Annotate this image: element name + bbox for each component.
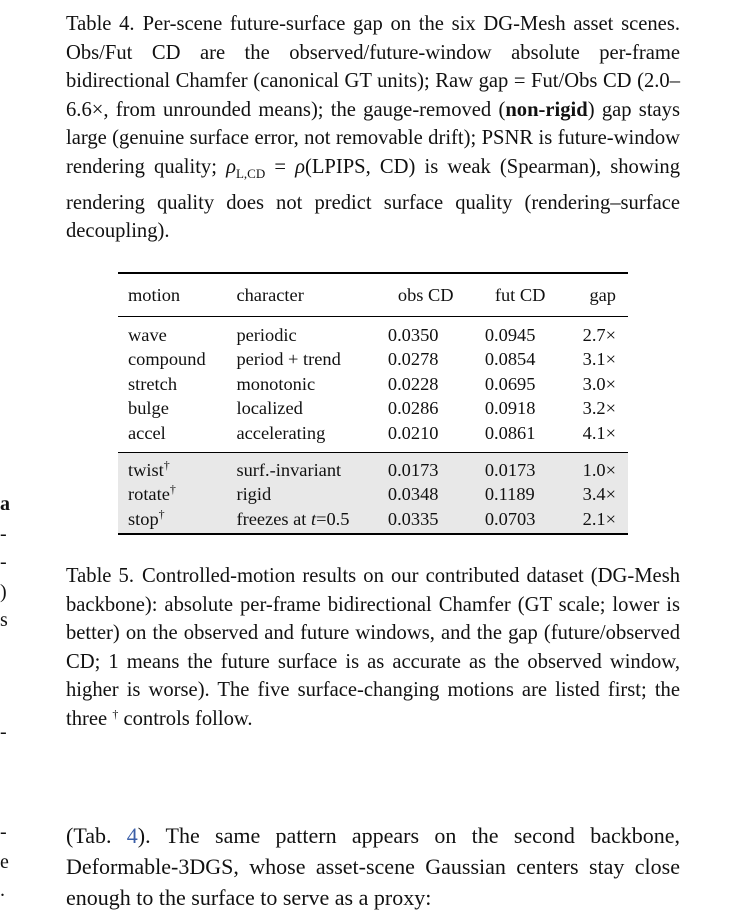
cell-fut-cd: 0.0854 <box>484 349 536 370</box>
caption-text: = <box>265 155 296 178</box>
caption-text: controls follow. <box>118 707 253 730</box>
table-row <box>118 452 628 482</box>
table5-caption <box>66 562 680 734</box>
table4-caption <box>66 10 680 246</box>
caption-label: Table 5. <box>66 565 135 587</box>
control-motion-rows <box>118 452 628 534</box>
left-margin-fragment: e <box>0 851 9 873</box>
cell-fut-cd: 0.0173 <box>473 452 564 482</box>
table-row <box>118 316 628 347</box>
cell-motion <box>118 482 226 507</box>
motion-label: rotate <box>128 484 170 505</box>
cell-motion: wave <box>128 324 167 345</box>
caption-text: (LPIPS, CD) is weak (Spearman), showing rendering quality does not predict surface quality (rendering–surface decoupling). <box>66 155 681 243</box>
cell-obs-cd: 0.0350 <box>387 324 439 345</box>
table-row <box>118 482 628 507</box>
surface-motion-rows <box>118 316 628 452</box>
cell-gap: 4.1× <box>582 422 616 443</box>
left-margin-fragment: - <box>0 821 7 843</box>
rho-subscript: L,CD <box>235 166 266 182</box>
motion-label: twist <box>128 459 164 480</box>
table-row <box>118 421 628 452</box>
table-row <box>118 396 628 421</box>
cell-motion: stretch <box>128 373 178 394</box>
rho-symbol: ρ <box>226 155 236 178</box>
table-reference-link[interactable]: 4 <box>126 823 138 848</box>
results-table <box>118 272 628 535</box>
left-margin-fragment: - <box>0 551 7 573</box>
caption-text: Per-scene future-surface gap on the six DG-Mesh asset scenes. Obs/Fut CD are the observed/future-window absolute per-frame bidirectional Chamfer (canonical GT units); Raw gap = Fut/Obs CD (2.0–6.6×, from unrounded means); the gauge-removed ( <box>66 13 680 121</box>
left-margin-fragment: . <box>0 879 5 901</box>
dagger-mark: † <box>169 482 176 497</box>
left-margin-fragment: - <box>0 721 7 743</box>
motion-label: stop <box>128 508 159 529</box>
cell-fut-cd: 0.0703 <box>473 507 564 535</box>
cell-obs-cd: 0.0335 <box>376 507 473 535</box>
col-obs-cd: obs CD <box>376 273 473 316</box>
body-text: ). The same pattern appears on the second backbone, Deformable-3DGS, whose asset-scene Gaussian centers stay close enough to the surface to serve as a proxy: <box>66 823 681 910</box>
caption-label: Table 4. <box>66 13 135 35</box>
cell-character: surf.-invariant <box>226 452 375 482</box>
dagger-mark: † <box>158 506 165 521</box>
cell-gap: 3.1× <box>582 349 616 370</box>
body-paragraph <box>66 820 680 913</box>
cell-character: monotonic <box>236 373 316 394</box>
left-margin-fragment: ) <box>0 581 7 603</box>
cell-motion <box>118 507 226 535</box>
cell-motion: bulge <box>128 398 169 419</box>
cell-obs-cd: 0.0210 <box>387 422 439 443</box>
cell-motion: compound <box>128 349 206 370</box>
col-motion: motion <box>118 273 226 316</box>
left-margin-fragment: a <box>0 493 10 515</box>
cell-gap: 3.0× <box>582 373 616 394</box>
col-gap: gap <box>564 273 628 316</box>
dagger-mark: † <box>112 706 119 721</box>
cell-gap: 1.0× <box>564 452 628 482</box>
caption-emphasis: non-rigid <box>505 98 588 121</box>
cell-fut-cd: 0.0861 <box>484 422 536 443</box>
left-margin-fragment: - <box>0 523 7 545</box>
cell-character <box>226 507 375 535</box>
cell-obs-cd: 0.0348 <box>387 484 439 505</box>
rho-symbol: ρ <box>295 155 305 178</box>
cell-fut-cd: 0.0695 <box>484 373 536 394</box>
cell-obs-cd: 0.0286 <box>387 398 439 419</box>
cell-obs-cd: 0.0228 <box>387 373 439 394</box>
cell-character: rigid <box>236 484 272 505</box>
table-row <box>118 507 628 535</box>
cell-motion: accel <box>128 422 166 443</box>
caption-text: ) gap stays large (genuine surface error, not removable drift); PSNR is future-window rendering quality; <box>66 98 680 178</box>
left-margin-fragment: s <box>0 609 8 631</box>
cell-obs-cd: 0.0173 <box>376 452 473 482</box>
cell-gap: 2.7× <box>582 324 616 345</box>
cell-gap: 3.2× <box>582 398 616 419</box>
cell-fut-cd: 0.0918 <box>484 398 536 419</box>
cell-character: localized <box>236 398 303 419</box>
character-text: freezes at <box>236 508 311 529</box>
dagger-mark: † <box>163 457 170 472</box>
time-variable: t <box>310 508 317 529</box>
col-fut-cd: fut CD <box>473 273 564 316</box>
cell-gap: 2.1× <box>564 507 628 535</box>
table-header-row <box>118 273 628 316</box>
cell-gap: 3.4× <box>582 484 616 505</box>
cell-fut-cd: 0.1189 <box>484 484 535 505</box>
cell-character: period + trend <box>236 349 341 370</box>
caption-text: Controlled-motion results on our contributed dataset (DG-Mesh backbone): absolute per-frame bidirectional Chamfer (GT scale; lower is better) on the observed and future windows, and the gap (future/observed CD; 1 means the future surface is as accurate as the observed window, higher is worse). The five surface-changing motions are listed first; the three <box>66 565 681 730</box>
cell-motion <box>118 452 226 482</box>
table-row <box>118 347 628 372</box>
body-text: (Tab. <box>66 823 127 848</box>
cell-character: periodic <box>236 324 297 345</box>
character-text: =0.5 <box>316 508 350 529</box>
cell-obs-cd: 0.0278 <box>387 349 439 370</box>
table-row <box>118 372 628 397</box>
col-character: character <box>226 273 375 316</box>
cell-character: accelerating <box>236 422 326 443</box>
cell-fut-cd: 0.0945 <box>484 324 536 345</box>
